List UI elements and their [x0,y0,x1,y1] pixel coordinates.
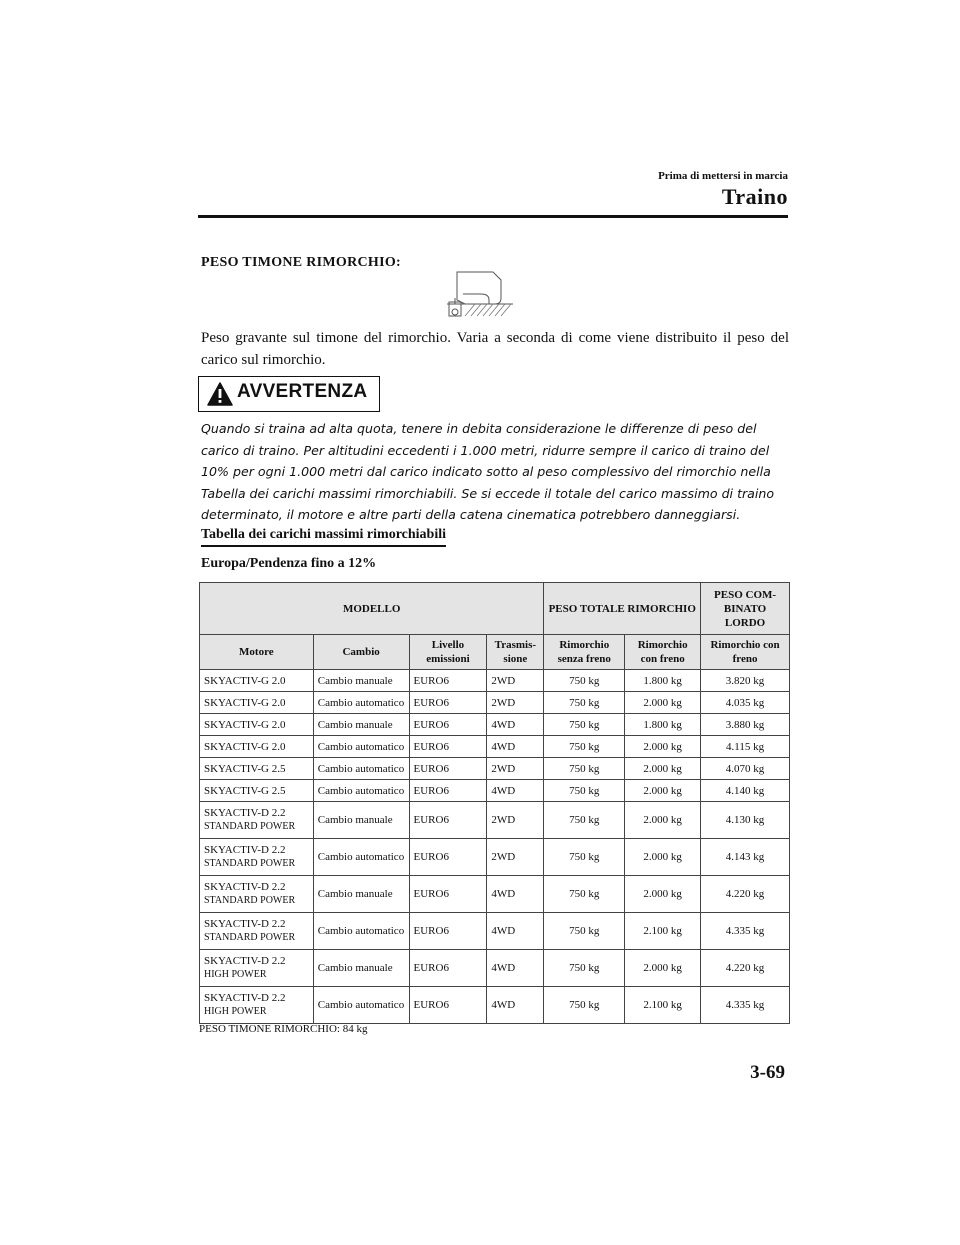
col-header-trasmissione: Trasmis-sione [487,635,544,670]
cell-con: 2.000 kg [625,758,701,780]
header-peso-combinato: PESO COM-BINATO LORDO [701,583,790,635]
cell-cambio: Cambio automatico [313,913,409,950]
motore-variant: HIGH POWER [204,1006,267,1017]
cell-senza: 750 kg [544,670,625,692]
cell-con: 2.000 kg [625,802,701,839]
footnote: PESO TIMONE RIMORCHIO: 84 kg [199,1023,368,1035]
motore-variant: STANDARD POWER [204,858,296,869]
description-paragraph: Peso gravante sul timone del rimorchio. Varia a seconda di come viene distribuito il peso del carico sul rimorchio. [201,330,789,368]
cell-lordo: 4.143 kg [701,839,790,876]
cell-trasm: 4WD [487,714,544,736]
cell-trasm: 2WD [487,692,544,714]
cell-livello: EURO6 [409,780,487,802]
cell-cambio: Cambio automatico [313,692,409,714]
cell-cambio: Cambio manuale [313,802,409,839]
cell-livello: EURO6 [409,758,487,780]
cell-con: 2.100 kg [625,987,701,1024]
cell-cambio: Cambio automatico [313,758,409,780]
table-row [200,670,790,692]
motore-name: SKYACTIV-D 2.2 [204,881,286,893]
cell-cambio: Cambio manuale [313,670,409,692]
cell-con: 1.800 kg [625,670,701,692]
cell-con: 2.000 kg [625,780,701,802]
cell-trasm: 4WD [487,736,544,758]
cell-lordo: 4.220 kg [701,950,790,987]
table-row [200,987,790,1024]
cell-senza: 750 kg [544,987,625,1024]
cell-con: 2.000 kg [625,950,701,987]
table-row [200,736,790,758]
cell-motore [200,839,314,876]
cell-senza: 750 kg [544,758,625,780]
warning-text: Quando si traina ad alta quota, tenere in debita considerazione le differenze di peso del carico di traino. Per altitudini eccedenti i 1.000 metri, ridurre sempre il carico di traino del 10% per ogni 1.000 metri dal carico indicato sotto al peso complessivo del rimorchio nella Tabella dei carichi massimi rimorchiabili. Se si eccede il totale del carico massimo di traino determinato, il motore e altre parti della catena cinematica potrebbero danneggiarsi. [201,421,775,522]
cell-lordo: 4.140 kg [701,780,790,802]
col-header-con-freno: Rimorchio con freno [625,635,701,670]
cell-cambio: Cambio automatico [313,987,409,1024]
cell-motore [200,802,314,839]
cell-motore [200,950,314,987]
section-title: PESO TIMONE RIMORCHIO: [201,255,402,270]
running-header-section: Prima di mettersi in marcia [658,170,788,182]
cell-livello: EURO6 [409,950,487,987]
cell-con: 2.000 kg [625,692,701,714]
table-row [200,913,790,950]
cell-senza: 750 kg [544,780,625,802]
cell-lordo: 3.880 kg [701,714,790,736]
motore-variant: STANDARD POWER [204,932,296,943]
cell-lordo: 3.820 kg [701,670,790,692]
cell-lordo: 4.335 kg [701,913,790,950]
motore-variant: STANDARD POWER [204,895,296,906]
cell-motore [200,876,314,913]
table-row [200,802,790,839]
table-row [200,714,790,736]
cell-motore [200,780,314,802]
cell-cambio: Cambio manuale [313,950,409,987]
table-subtitle: Europa/Pendenza fino a 12% [201,556,377,571]
cell-trasm: 4WD [487,876,544,913]
col-header-lordo-con-freno: Rimorchio con freno [701,635,790,670]
table-row [200,876,790,913]
col-header-senza-freno: Rimorchio senza freno [544,635,625,670]
cell-motore [200,758,314,780]
cell-livello: EURO6 [409,802,487,839]
cell-senza: 750 kg [544,736,625,758]
warning-banner [198,376,380,412]
towing-load-table [199,582,790,1024]
table-title: Tabella dei carichi massimi rimorchiabili [201,527,446,547]
cell-senza: 750 kg [544,839,625,876]
cell-cambio: Cambio manuale [313,714,409,736]
cell-cambio: Cambio automatico [313,839,409,876]
motore-variant: HIGH POWER [204,969,267,980]
motore-variant: STANDARD POWER [204,821,296,832]
cell-trasm: 2WD [487,839,544,876]
cell-livello: EURO6 [409,714,487,736]
cell-lordo: 4.130 kg [701,802,790,839]
cell-lordo: 4.070 kg [701,758,790,780]
motore-name: SKYACTIV-G 2.0 [204,740,286,753]
cell-livello: EURO6 [409,692,487,714]
cell-cambio: Cambio automatico [313,736,409,758]
cell-con: 2.000 kg [625,839,701,876]
col-header-livello: Livello emissioni [409,635,487,670]
motore-name: SKYACTIV-D 2.2 [204,955,286,967]
col-header-cambio: Cambio [313,635,409,670]
cell-lordo: 4.220 kg [701,876,790,913]
tongue-weight-illustration [445,270,515,320]
cell-con: 2.000 kg [625,736,701,758]
cell-motore [200,736,314,758]
cell-con: 2.100 kg [625,913,701,950]
cell-senza: 750 kg [544,913,625,950]
cell-trasm: 2WD [487,802,544,839]
cell-motore [200,670,314,692]
table-row [200,950,790,987]
cell-con: 2.000 kg [625,876,701,913]
cell-trasm: 4WD [487,950,544,987]
col-header-motore: Motore [200,635,314,670]
table-row [200,839,790,876]
motore-name: SKYACTIV-G 2.0 [204,718,286,731]
cell-senza: 750 kg [544,714,625,736]
cell-lordo: 4.035 kg [701,692,790,714]
cell-trasm: 4WD [487,987,544,1024]
cell-livello: EURO6 [409,987,487,1024]
cell-cambio: Cambio automatico [313,780,409,802]
cell-motore [200,987,314,1024]
table-row [200,692,790,714]
motore-name: SKYACTIV-D 2.2 [204,844,286,856]
cell-senza: 750 kg [544,950,625,987]
motore-name: SKYACTIV-G 2.5 [204,762,286,775]
table-row [200,780,790,802]
cell-motore [200,714,314,736]
header-rule [198,215,788,218]
cell-senza: 750 kg [544,876,625,913]
cell-senza: 750 kg [544,802,625,839]
motore-name: SKYACTIV-D 2.2 [204,992,286,1004]
cell-trasm: 2WD [487,758,544,780]
motore-name: SKYACTIV-D 2.2 [204,807,286,819]
table-row [200,758,790,780]
cell-livello: EURO6 [409,876,487,913]
cell-trasm: 2WD [487,670,544,692]
cell-livello: EURO6 [409,913,487,950]
header-peso-totale: PESO TOTALE RIMORCHIO [544,583,701,635]
warning-triangle-icon [207,382,233,406]
motore-name: SKYACTIV-G 2.0 [204,674,286,687]
running-header-title: Traino [721,184,788,209]
motore-name: SKYACTIV-D 2.2 [204,918,286,930]
motore-name: SKYACTIV-G 2.5 [204,784,286,797]
cell-livello: EURO6 [409,839,487,876]
cell-livello: EURO6 [409,670,487,692]
motore-name: SKYACTIV-G 2.0 [204,696,286,709]
cell-trasm: 4WD [487,780,544,802]
cell-lordo: 4.335 kg [701,987,790,1024]
header-modello: MODELLO [200,583,544,635]
cell-lordo: 4.115 kg [701,736,790,758]
cell-motore [200,913,314,950]
cell-motore [200,692,314,714]
cell-cambio: Cambio manuale [313,876,409,913]
cell-senza: 750 kg [544,692,625,714]
cell-trasm: 4WD [487,913,544,950]
cell-livello: EURO6 [409,736,487,758]
cell-con: 1.800 kg [625,714,701,736]
warning-label: AVVERTENZA [237,381,368,402]
page-number: 3-69 [750,1062,785,1083]
